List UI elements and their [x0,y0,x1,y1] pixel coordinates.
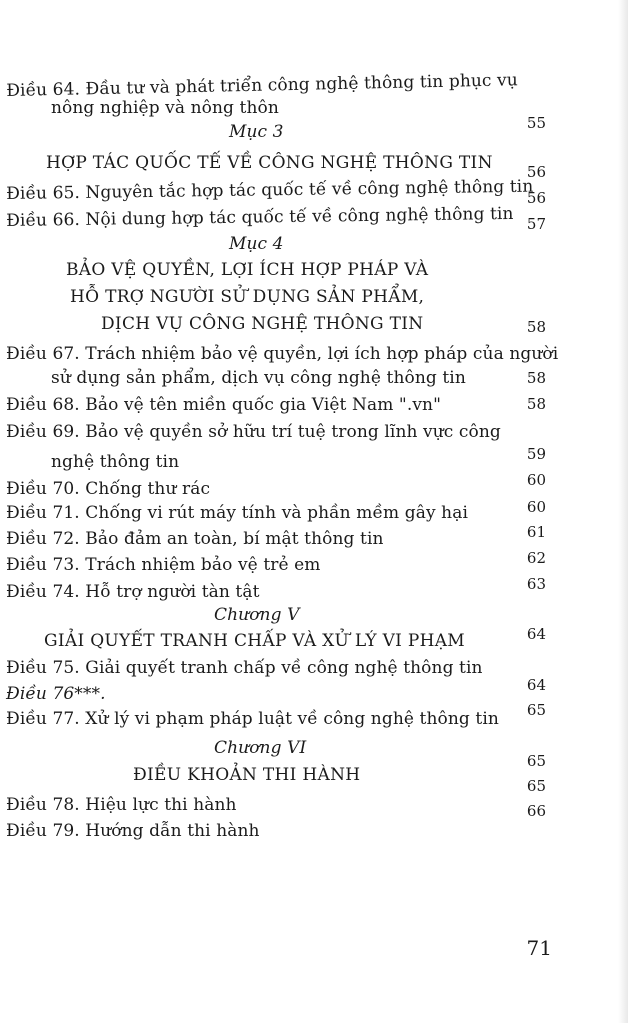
toc-entry-dieu-78: Điều 78. Hiệu lực thi hành [6,795,237,815]
toc-entry-dieu-66: Điều 66. Nội dung hợp tác quốc tế về công nghệ thông tin [6,203,514,231]
toc-page-number: 58 [526,395,546,413]
section-label-muc-3: Mục 3 [229,122,284,142]
toc-page-number: 56 [526,189,546,207]
toc-entry-dieu-64-line2: nông nghiệp và nông thôn [51,98,279,118]
section-title-muc-3: HỢP TÁC QUỐC TẾ VỀ CÔNG NGHỆ THÔNG TIN [46,153,493,173]
toc-page-number: 64 [526,676,546,694]
toc-entry-dieu-71: Điều 71. Chống vi rút máy tính và phần mềm gây hại [6,503,468,523]
page-number: 71 [526,936,552,960]
toc-entry-dieu-72: Điều 72. Bảo đảm an toàn, bí mật thông tin [6,529,384,549]
toc-entry-dieu-67-line2: sử dụng sản phẩm, dịch vụ công nghệ thông tin [51,368,466,388]
toc-page-number: 65 [526,777,546,795]
toc-page-number: 65 [526,752,546,770]
section-label-muc-4: Mục 4 [229,234,284,254]
toc-entry-dieu-68: Điều 68. Bảo vệ tên miền quốc gia Việt Nam ".vn" [6,395,442,415]
toc-entry-dieu-69-line1: Điều 69. Bảo vệ quyền sở hữu trí tuệ trong lĩnh vực công [6,422,501,442]
toc-page-number: 62 [526,549,546,567]
section-title-muc-4-line3: DỊCH VỤ CÔNG NGHỆ THÔNG TIN [101,314,424,334]
toc-page-number: 60 [526,498,546,516]
toc-page-number: 59 [526,445,546,463]
section-title-muc-4-line2: HỖ TRỢ NGƯỜI SỬ DỤNG SẢN PHẨM, [70,287,425,307]
section-title-muc-4-line1: BẢO VỆ QUYỀN, LỢI ÍCH HỢP PHÁP VÀ [66,260,429,280]
toc-entry-dieu-75: Điều 75. Giải quyết tranh chấp về công nghệ thông tin [6,658,483,678]
toc-entry-dieu-64-line1: Điều 64. Đầu tư và phát triển công nghệ thông tin phục vụ [6,70,519,101]
toc-entry-dieu-74: Điều 74. Hỗ trợ người tàn tật [6,582,260,602]
chapter-title-chuong-5: GIẢI QUYẾT TRANH CHẤP VÀ XỬ LÝ VI PHẠM [44,631,466,651]
toc-page-number: 60 [526,471,546,489]
toc-entry-dieu-67-line1: Điều 67. Trách nhiệm bảo vệ quyền, lợi ích hợp pháp của người [6,344,559,364]
toc-page-number: 66 [526,802,546,820]
toc-page-number: 61 [526,523,546,541]
toc-page-number: 56 [526,163,546,181]
toc-entry-dieu-77: Điều 77. Xử lý vi phạm pháp luật về công nghệ thông tin [6,709,499,729]
toc-entry-dieu-70: Điều 70. Chống thư rác [6,479,211,499]
toc-page-number: 58 [526,318,546,336]
toc-page-number: 63 [526,575,546,593]
toc-entry-dieu-69-line2: nghệ thông tin [51,452,180,472]
chapter-title-chuong-6: ĐIỀU KHOẢN THI HÀNH [133,765,361,785]
toc-page-number: 58 [526,369,546,387]
toc-entry-dieu-73: Điều 73. Trách nhiệm bảo vệ trẻ em [6,555,321,575]
toc-page-number: 64 [526,625,546,643]
toc-page-number: 55 [526,114,546,132]
chapter-label-chuong-5: Chương V [214,605,300,625]
toc-page-number: 57 [526,215,546,233]
toc-entry-dieu-79: Điều 79. Hướng dẫn thi hành [6,821,260,841]
chapter-label-chuong-6: Chương VI [214,738,307,758]
toc-page-number: 65 [526,701,546,719]
toc-entry-dieu-76: Điều 76***. [6,684,106,704]
toc-entry-dieu-65: Điều 65. Nguyên tắc hợp tác quốc tế về công nghệ thông tin [6,176,534,204]
page-edge-shadow [618,0,628,1023]
